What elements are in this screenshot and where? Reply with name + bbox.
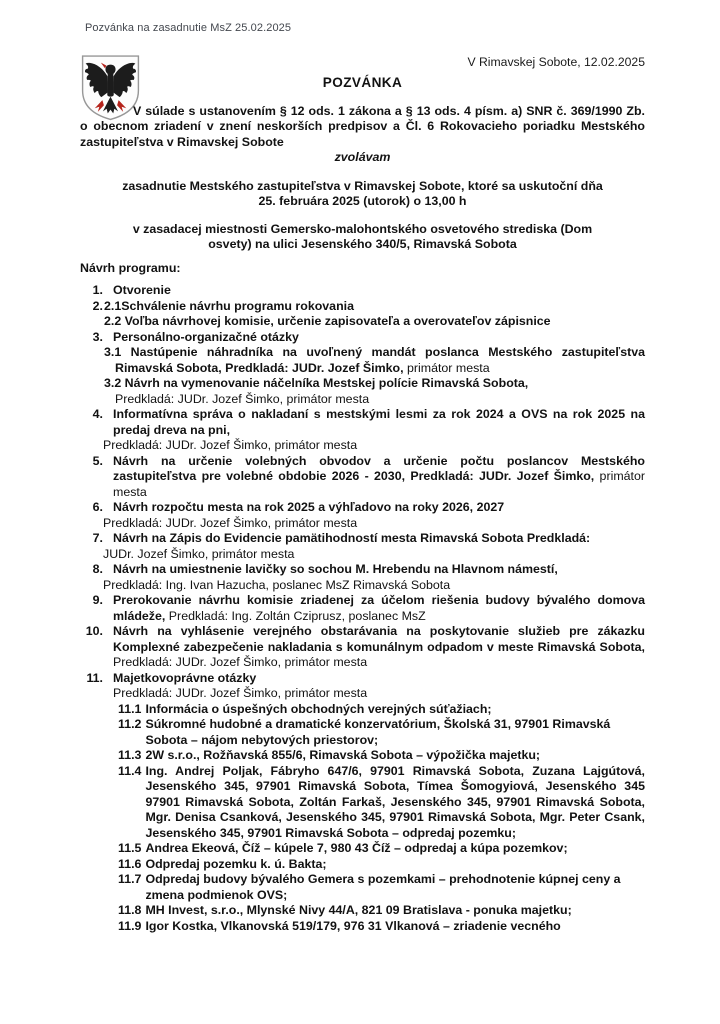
agenda-item-1-text: Otvorenie [113,283,171,297]
agenda-item-3-text: Personálno-organizačné otázky [113,329,299,344]
agenda-subitem-11-7-text: Odpredaj budovy bývalého Gemera s pozemkami – prehodnotenie kúpnej ceny a zmena podmienok OVS; [145,872,621,902]
agenda-subitem-11-8-number: 11.8 [118,903,142,917]
agenda-item-4-number: 4. [92,407,103,421]
venue-details [80,222,645,253]
agenda-item-2 [80,299,645,330]
agenda-subitem-11-6 [118,857,645,873]
agenda-subitem-11-8-text: MH Invest, s.r.o., Mlynské Nivy 44/A, 821 09 Bratislava - ponuka majetku; [145,903,572,917]
agenda-heading: Návrh programu: [80,260,181,275]
agenda-item-1 [80,283,645,299]
agenda-subitem-11-4 [118,764,645,842]
agenda-subitem-3-1 [104,345,645,376]
agenda-subitem-3-1-title: 3.1 Nastúpenie náhradníka na uvoľnený mandát poslanca Mestského zastupiteľstva Rimavská Sobota, Predkladá: JUDr. Jozef Šimko, [104,345,645,375]
agenda-item-5 [80,454,645,501]
agenda-item-7 [80,531,645,562]
agenda-subitem-11-3-number: 11.3 [118,748,142,762]
agenda-item-11-submitter: Predkladá: JUDr. Jozef Šimko, primátor mesta [113,686,368,700]
meeting-details [80,179,645,210]
agenda-subitem-11-4-number: 11.4 [118,763,142,778]
agenda-item-3 [80,330,645,408]
agenda-subitem-11-6-text: Odpredaj pozemku k. ú. Bakta; [145,856,327,871]
agenda-subitem-11-1-number: 11.1 [118,701,142,716]
agenda-item-1-number: 1. [92,283,103,297]
agenda-item-9-title: Prerokovanie návrhu komisie zriadenej za účelom riešenia budovy bývalého domova mládeže, [113,593,645,623]
agenda-subitem-11-1 [118,702,645,718]
agenda-subitem-11-2 [118,717,645,748]
agenda-item-8-submitter: Predkladá: Ing. Ivan Hazucha, poslanec MsZ Rimavská Sobota [103,577,451,592]
agenda-item-6-number: 6. [92,500,103,514]
agenda-subitem-11-9-number: 11.9 [118,918,142,933]
agenda-item-11 [80,671,645,935]
agenda-item-5-submitter: primátor mesta [113,469,645,499]
venue-line-2: osvety) na ulici Jesenského 340/5, Rimavská Sobota [208,237,517,251]
agenda-item-6 [80,500,645,531]
meeting-line-2: 25. februára 2025 (utorok) o 13,00 h [258,194,467,208]
agenda-subitem-11-2-text: Súkromné hudobné a dramatické konzervatórium, Školská 31, 97901 Rimavská Sobota – nájom nebytových priestorov; [145,717,611,747]
document-content [80,0,645,934]
document-corner-label: Pozvánka na zasadnutie MsZ 25.02.2025 [85,22,292,34]
agenda-item-9 [80,593,645,624]
agenda-item-5-number: 5. [92,453,103,468]
agenda-item-4 [80,407,645,454]
agenda-item-7-number: 7. [92,531,103,545]
agenda-subitem-3-1-submitter: primátor mesta [406,360,490,375]
agenda-subitem-11-3-text: 2W s.r.o., Rožňavská 855/6, Rimavská Sobota – výpožička majetku; [145,748,541,762]
agenda-item-10-title: Návrh na vyhlásenie verejného obstarávania na poskytovanie služieb pre zákazku Komplexné zabezpečenie nakladania s komunálnym odpadom v meste Rimavská Sobota, [113,624,645,654]
meeting-line-1: zasadnutie Mestského zastupiteľstva v Rimavskej Sobote, ktoré sa uskutoční dňa [122,178,603,193]
agenda-item-11-number: 11. [86,670,103,685]
agenda-item-6-submitter: Predkladá: JUDr. Jozef Šimko, primátor mesta [103,515,358,530]
agenda-subitem-11-6-number: 11.6 [118,856,142,871]
convene-word: zvolávam [334,150,391,164]
agenda-item-2-number: 2. [92,298,103,313]
document-title: POZVÁNKA [322,75,403,90]
agenda-item-8-number: 8. [92,562,103,576]
agenda-subitem-11-5-number: 11.5 [118,841,142,855]
agenda-item-10 [80,624,645,671]
agenda-item-8 [80,562,645,593]
agenda-item-4-submitter: Predkladá: JUDr. Jozef Šimko, primátor mesta [103,438,358,452]
agenda-subitem-11-3 [118,748,645,764]
agenda-subitem-11-5 [118,841,645,857]
agenda-item-10-submitter: Predkladá: JUDr. Jozef Šimko, primátor mesta [113,655,368,669]
agenda-item-5-title: Návrh na určenie volebných obvodov a určenie počtu poslancov Mestského zastupiteľstva pre volebné obdobie 2026 - 2030, Predkladá: JUDr. Jozef Šimko, [113,453,645,483]
agenda-subitem-11-9-text: Igor Kostka, Vlkanovská 519/179, 976 31 Vlkanová – zriadenie vecného [145,918,561,933]
agenda-item-10-number: 10. [85,624,103,638]
agenda-item-8-title: Návrh na umiestnenie lavičky so sochou M. Hrebendu na Hlavnom námestí, [113,562,558,576]
agenda-subitem-11-4-text: Ing. Andrej Poljak, Fábryho 647/6, 97901 Rimavská Sobota, Zuzana Lajgútová, Jesenského 345, 97901 Rimavská Sobota, Tímea Šomogyiová, Jesenského 345 97901 Rimavská Sobota, Zoltán Farkaš, Jesenského 345, 97901 Rimavská Sobota, Mgr. Denisa Csanková, Jesenského 345, 97901 Rimavská Sobota, Mgr. Peter Csank, Jesenského 345, 97901 Rimavská Sobota – odpredaj pozemku; [145,763,645,840]
agenda-subitem-11-1-text: Informácia o úspešných obchodných verejných súťažiach; [145,701,492,716]
agenda-subitem-11-7-number: 11.7 [118,872,142,886]
agenda-subitem-11-9 [118,919,645,935]
agenda-item-7-title: Návrh na Zápis do Evidencie pamätihodností mesta Rimavská Sobota Predkladá: [113,531,591,545]
place-date-line: V Rimavskej Sobote, 12.02.2025 [467,55,645,69]
intro-paragraph: V súlade s ustanovením § 12 ods. 1 zákona a § 13 ods. 4 písm. a) SNR č. 369/1990 Zb. o obecnom zriadení v znení neskorších predpisov a Čl. 6 Rokovacieho poriadku Mestského zastupiteľstva v Rimavskej Sobote [80,103,645,149]
agenda-item-9-submitter: Predkladá: Ing. Zoltán Cziprusz, poslanec MsZ [168,608,426,623]
agenda-item-3-number: 3. [92,329,103,344]
agenda-item-6-title: Návrh rozpočtu mesta na rok 2025 a výhľadovo na roky 2026, 2027 [113,500,505,514]
agenda-item-11-text: Majetkovoprávne otázky [113,670,257,685]
agenda-subitem-2-1: 2.1Schválenie návrhu programu rokovania [104,298,354,313]
agenda-list [80,283,645,934]
agenda-subitem-11-8 [118,903,645,919]
agenda-item-9-number: 9. [92,593,103,607]
agenda-subitem-3-2 [104,376,645,407]
agenda-item-7-submitter: JUDr. Jozef Šimko, primátor mesta [103,546,295,561]
agenda-item-4-title: Informatívna správa o nakladaní s mestskými lesmi za rok 2024 a OVS na rok 2025 na predaj dreva na pni, [113,407,645,437]
agenda-subitem-3-2-title: 3.2 Návrh na vymenovanie náčelníka Mestskej polície Rimavská Sobota, [104,376,529,390]
agenda-subitem-11-2-number: 11.2 [118,717,142,731]
agenda-subitem-11-5-text: Andrea Ekeová, Číž – kúpele 7, 980 43 Číž – odpredaj a kúpa pozemkov; [145,841,568,855]
agenda-subitem-11-7 [118,872,645,903]
agenda-subitem-2-2: 2.2 Voľba návrhovej komisie, určenie zapisovateľa a overovateľov zápisnice [104,314,551,328]
agenda-subitem-3-2-submitter: Predkladá: JUDr. Jozef Šimko, primátor mesta [115,391,370,406]
venue-line-1: v zasadacej miestnosti Gemersko-malohontského osvetového strediska (Dom [132,221,593,236]
